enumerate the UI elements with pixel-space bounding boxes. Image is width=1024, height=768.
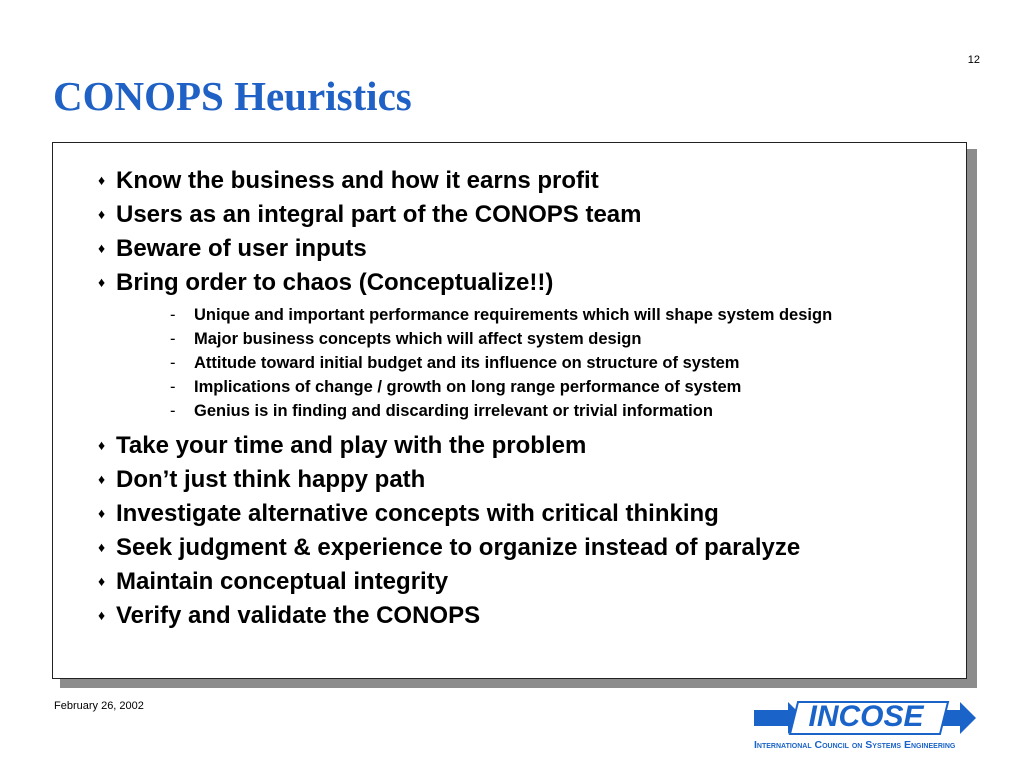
sub-bullet-item (170, 402, 832, 426)
bullet-text: Don’t just think happy path (116, 466, 426, 493)
sub-bullet-text: Unique and important performance requirements which will shape system design (194, 306, 833, 324)
dash-icon: - (170, 402, 176, 420)
slide-title: CONOPS Heuristics (53, 73, 412, 119)
content-box (52, 142, 967, 679)
bullet-item (98, 500, 832, 534)
sub-bullet-text: Implications of change / growth on long range performance of system (194, 378, 742, 396)
bullet-item (98, 432, 832, 466)
bullet-text: Beware of user inputs (116, 235, 367, 262)
logo-subtitle: International Council on Systems Engineering (754, 739, 956, 751)
sub-bullet-list (98, 306, 832, 426)
bullet-item (98, 167, 832, 201)
dash-icon: - (170, 306, 176, 324)
sub-bullet-text: Genius is in finding and discarding irrelevant or trivial information (194, 402, 713, 420)
page-number: 12 (967, 54, 980, 66)
bullet-text: Investigate alternative concepts with critical thinking (116, 500, 719, 527)
dash-icon: - (170, 378, 176, 396)
sub-bullet-item (170, 378, 832, 402)
logo-wordmark: INCOSE (808, 700, 924, 733)
diamond-bullet-icon: ♦ (98, 172, 106, 188)
sub-bullet-group (98, 303, 832, 432)
diamond-bullet-icon: ♦ (98, 437, 106, 453)
diamond-bullet-icon: ♦ (98, 240, 106, 256)
diamond-bullet-icon: ♦ (98, 539, 106, 555)
sub-bullet-item (170, 330, 832, 354)
diamond-bullet-icon: ♦ (98, 274, 106, 290)
bullet-text: Maintain conceptual integrity (116, 568, 449, 595)
incose-logo (752, 700, 982, 754)
diamond-bullet-icon: ♦ (98, 206, 106, 222)
diamond-bullet-icon: ♦ (98, 573, 106, 589)
bullet-text: Verify and validate the CONOPS (116, 602, 481, 629)
diamond-bullet-icon: ♦ (98, 607, 106, 623)
bullet-text: Users as an integral part of the CONOPS team (116, 201, 642, 228)
bullet-item (98, 534, 832, 568)
sub-bullet-item (170, 354, 832, 378)
bullet-item (98, 602, 832, 636)
bullet-list (98, 167, 832, 636)
bullet-item (98, 235, 832, 269)
footer-date: February 26, 2002 (54, 700, 144, 712)
bullet-item (98, 201, 832, 235)
dash-icon: - (170, 354, 176, 372)
bullet-item (98, 269, 832, 303)
bullet-text: Take your time and play with the problem (116, 432, 587, 459)
bullet-item (98, 466, 832, 500)
sub-bullet-text: Major business concepts which will affect system design (194, 330, 642, 348)
diamond-bullet-icon: ♦ (98, 471, 106, 487)
bullet-item (98, 568, 832, 602)
bullet-text: Bring order to chaos (Conceptualize!!) (116, 269, 554, 296)
dash-icon: - (170, 330, 176, 348)
diamond-bullet-icon: ♦ (98, 505, 106, 521)
sub-bullet-text: Attitude toward initial budget and its influence on structure of system (194, 354, 740, 372)
bullet-text: Seek judgment & experience to organize instead of paralyze (116, 534, 801, 561)
sub-bullet-item (170, 306, 832, 330)
bullet-text: Know the business and how it earns profit (116, 167, 599, 194)
